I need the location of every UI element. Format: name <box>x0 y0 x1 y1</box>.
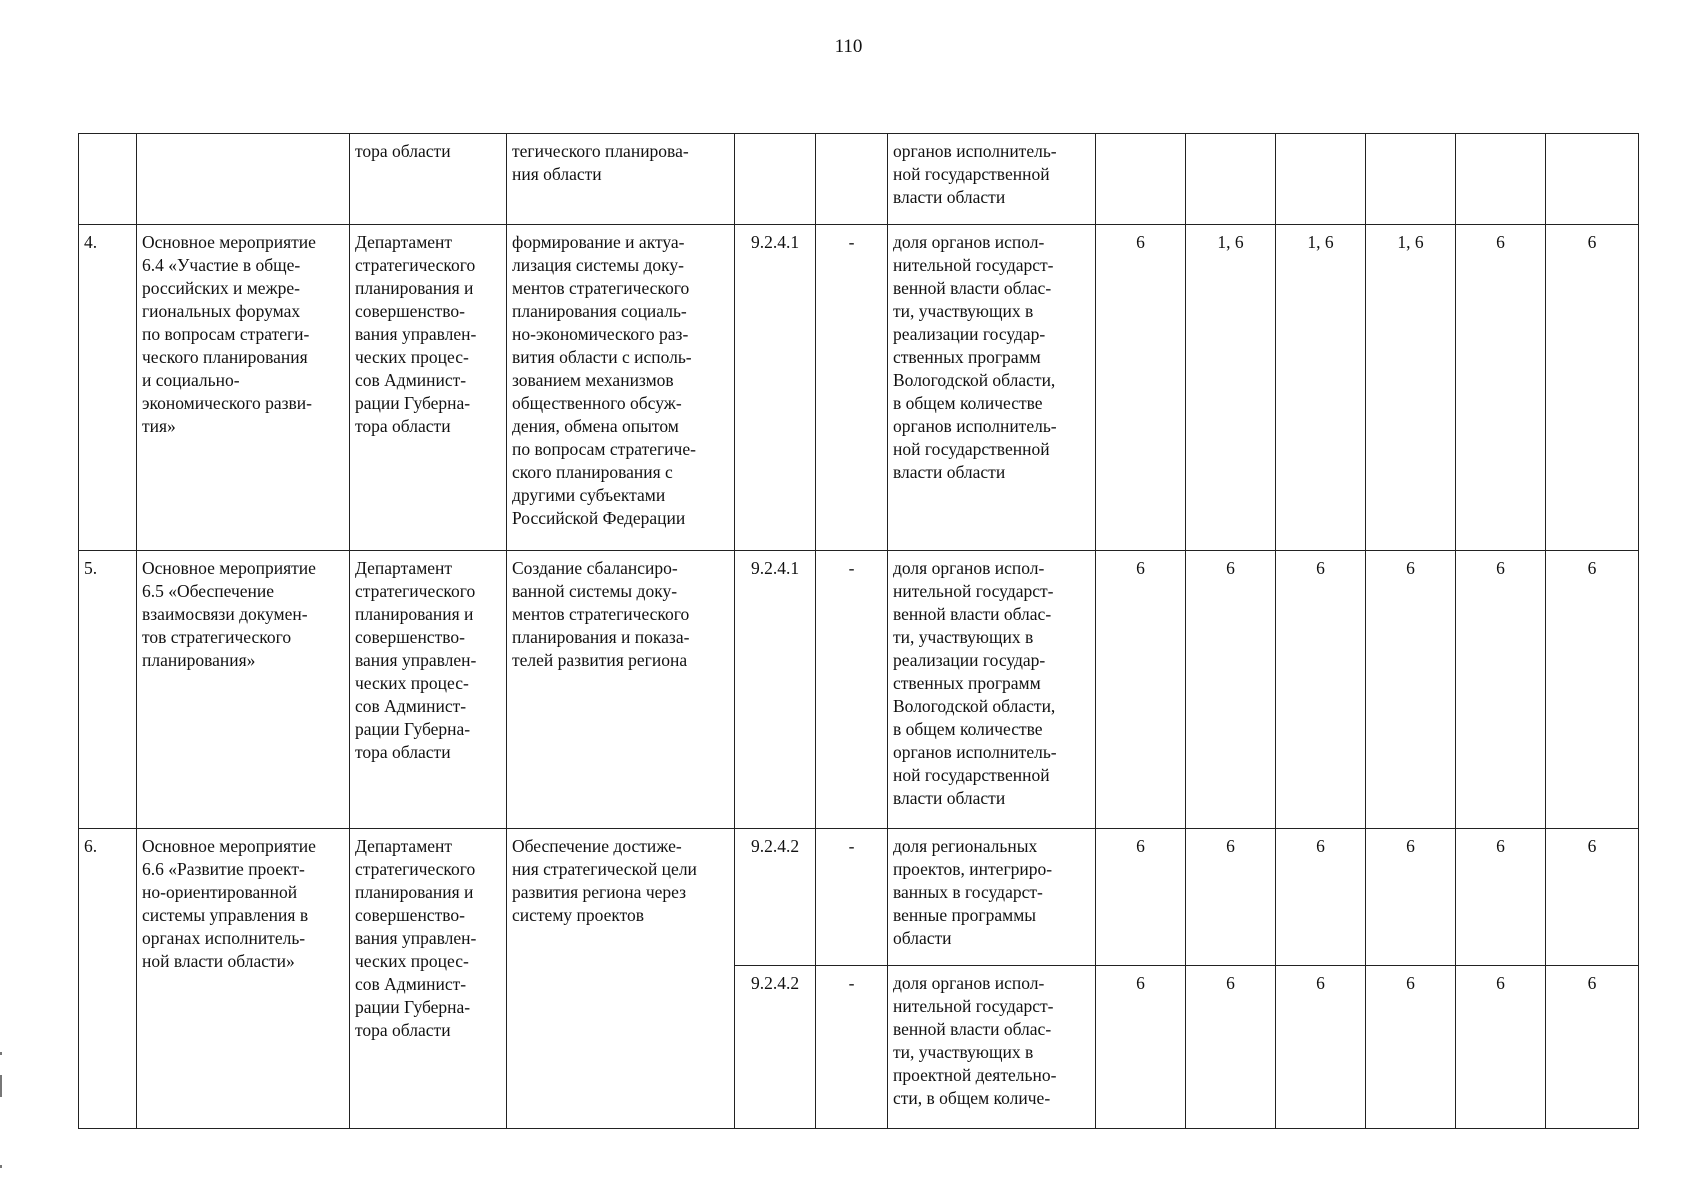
value-cell: 1, 6 <box>1276 225 1366 551</box>
value-cell <box>1456 134 1546 225</box>
activity-cell: Основное мероприятие 6.5 «Обеспечение взаимосвязи докумен- тов стратегического планирования» <box>137 551 350 829</box>
value-cell: 6 <box>1456 225 1546 551</box>
activity-cell: Основное мероприятие 6.6 «Развитие проект- но-ориентированной системы управления в органах исполнитель- ной власти области» <box>137 829 350 1129</box>
table-row <box>79 551 1639 829</box>
result-cell: Создание сбалансиро- ванной системы доку- ментов стратегического планирования и показа- телей развития региона <box>507 551 735 829</box>
value-cell: 6 <box>1366 829 1456 966</box>
dash-cell: - <box>816 966 888 1129</box>
scan-edge-mark <box>0 1075 2 1097</box>
value-cell: 6 <box>1366 551 1456 829</box>
value-cell: 6 <box>1546 225 1639 551</box>
value-cell: 6 <box>1276 829 1366 966</box>
value-cell: 6 <box>1096 225 1186 551</box>
row-number-cell: 5. <box>79 551 137 829</box>
value-cell: 6 <box>1276 551 1366 829</box>
dash-cell: - <box>816 551 888 829</box>
value-cell: 1, 6 <box>1186 225 1276 551</box>
value-cell: 6 <box>1366 966 1456 1129</box>
indicator-cell: доля органов испол- нительной государст- венной власти облас- ти, участвующих в реализации государ- ственных программ Вологодской области, в общем количестве органов исполнитель- ной государственной власти области <box>888 551 1096 829</box>
code-cell: 9.2.4.1 <box>735 551 816 829</box>
row-number-cell <box>79 134 137 225</box>
dash-cell <box>816 134 888 225</box>
table-row <box>79 134 1639 225</box>
dash-cell: - <box>816 225 888 551</box>
scan-edge-mark <box>0 1052 2 1055</box>
value-cell <box>1366 134 1456 225</box>
program-activities-table <box>78 133 1639 1129</box>
table-row <box>79 225 1639 551</box>
value-cell: 6 <box>1456 551 1546 829</box>
value-cell <box>1096 134 1186 225</box>
dash-cell: - <box>816 829 888 966</box>
value-cell: 6 <box>1546 551 1639 829</box>
value-cell: 6 <box>1096 551 1186 829</box>
row-number-cell: 6. <box>79 829 137 1129</box>
code-cell: 9.2.4.1 <box>735 225 816 551</box>
value-cell: 6 <box>1276 966 1366 1129</box>
code-cell: 9.2.4.2 <box>735 829 816 966</box>
row-number-cell: 4. <box>79 225 137 551</box>
activity-cell <box>137 134 350 225</box>
indicator-cell: доля органов испол- нительной государст- венной власти облас- ти, участвующих в реализации государ- ственных программ Вологодской области, в общем количестве органов исполнитель- ной государственной власти области <box>888 225 1096 551</box>
value-cell: 6 <box>1186 829 1276 966</box>
page-number: 110 <box>834 36 863 57</box>
code-cell <box>735 134 816 225</box>
value-cell: 1, 6 <box>1366 225 1456 551</box>
executor-cell: тора области <box>350 134 507 225</box>
value-cell <box>1186 134 1276 225</box>
value-cell: 6 <box>1546 829 1639 966</box>
result-cell: Обеспечение достиже- ния стратегической цели развития региона через систему проектов <box>507 829 735 1129</box>
value-cell: 6 <box>1096 829 1186 966</box>
scan-edge-mark <box>0 1165 2 1168</box>
activity-cell: Основное мероприятие 6.4 «Участие в обще- российских и межре- гиональных форумах по вопросам стратеги- ческого планирования и социально- экономического разви- тия» <box>137 225 350 551</box>
value-cell <box>1276 134 1366 225</box>
indicator-cell: доля органов испол- нительной государст- венной власти облас- ти, участвующих в проектной деятельно- сти, в общем количе- <box>888 966 1096 1129</box>
value-cell: 6 <box>1096 966 1186 1129</box>
value-cell: 6 <box>1186 966 1276 1129</box>
result-cell: тегического планирова- ния области <box>507 134 735 225</box>
indicator-cell: органов исполнитель- ной государственной власти области <box>888 134 1096 225</box>
executor-cell: Департамент стратегического планирования и совершенство- вания управлен- ческих процес- сов Админист- рации Губерна- тора области <box>350 829 507 1129</box>
executor-cell: Департамент стратегического планирования и совершенство- вания управлен- ческих процес- сов Админист- рации Губерна- тора области <box>350 225 507 551</box>
value-cell: 6 <box>1546 966 1639 1129</box>
table-row <box>79 829 1639 966</box>
executor-cell: Департамент стратегического планирования и совершенство- вания управлен- ческих процес- сов Админист- рации Губерна- тора области <box>350 551 507 829</box>
indicator-cell: доля региональных проектов, интегриро- ванных в государст- венные программы области <box>888 829 1096 966</box>
value-cell: 6 <box>1456 966 1546 1129</box>
value-cell <box>1546 134 1639 225</box>
code-cell: 9.2.4.2 <box>735 966 816 1129</box>
value-cell: 6 <box>1186 551 1276 829</box>
value-cell: 6 <box>1456 829 1546 966</box>
result-cell: формирование и актуа- лизация системы доку- ментов стратегического планирования социаль- но-экономического раз- вития области с исполь- зованием механизмов общественного обсуж- дения, обмена опытом по вопросам стратегиче- ского планирования с другими субъектами Российской Федерации <box>507 225 735 551</box>
